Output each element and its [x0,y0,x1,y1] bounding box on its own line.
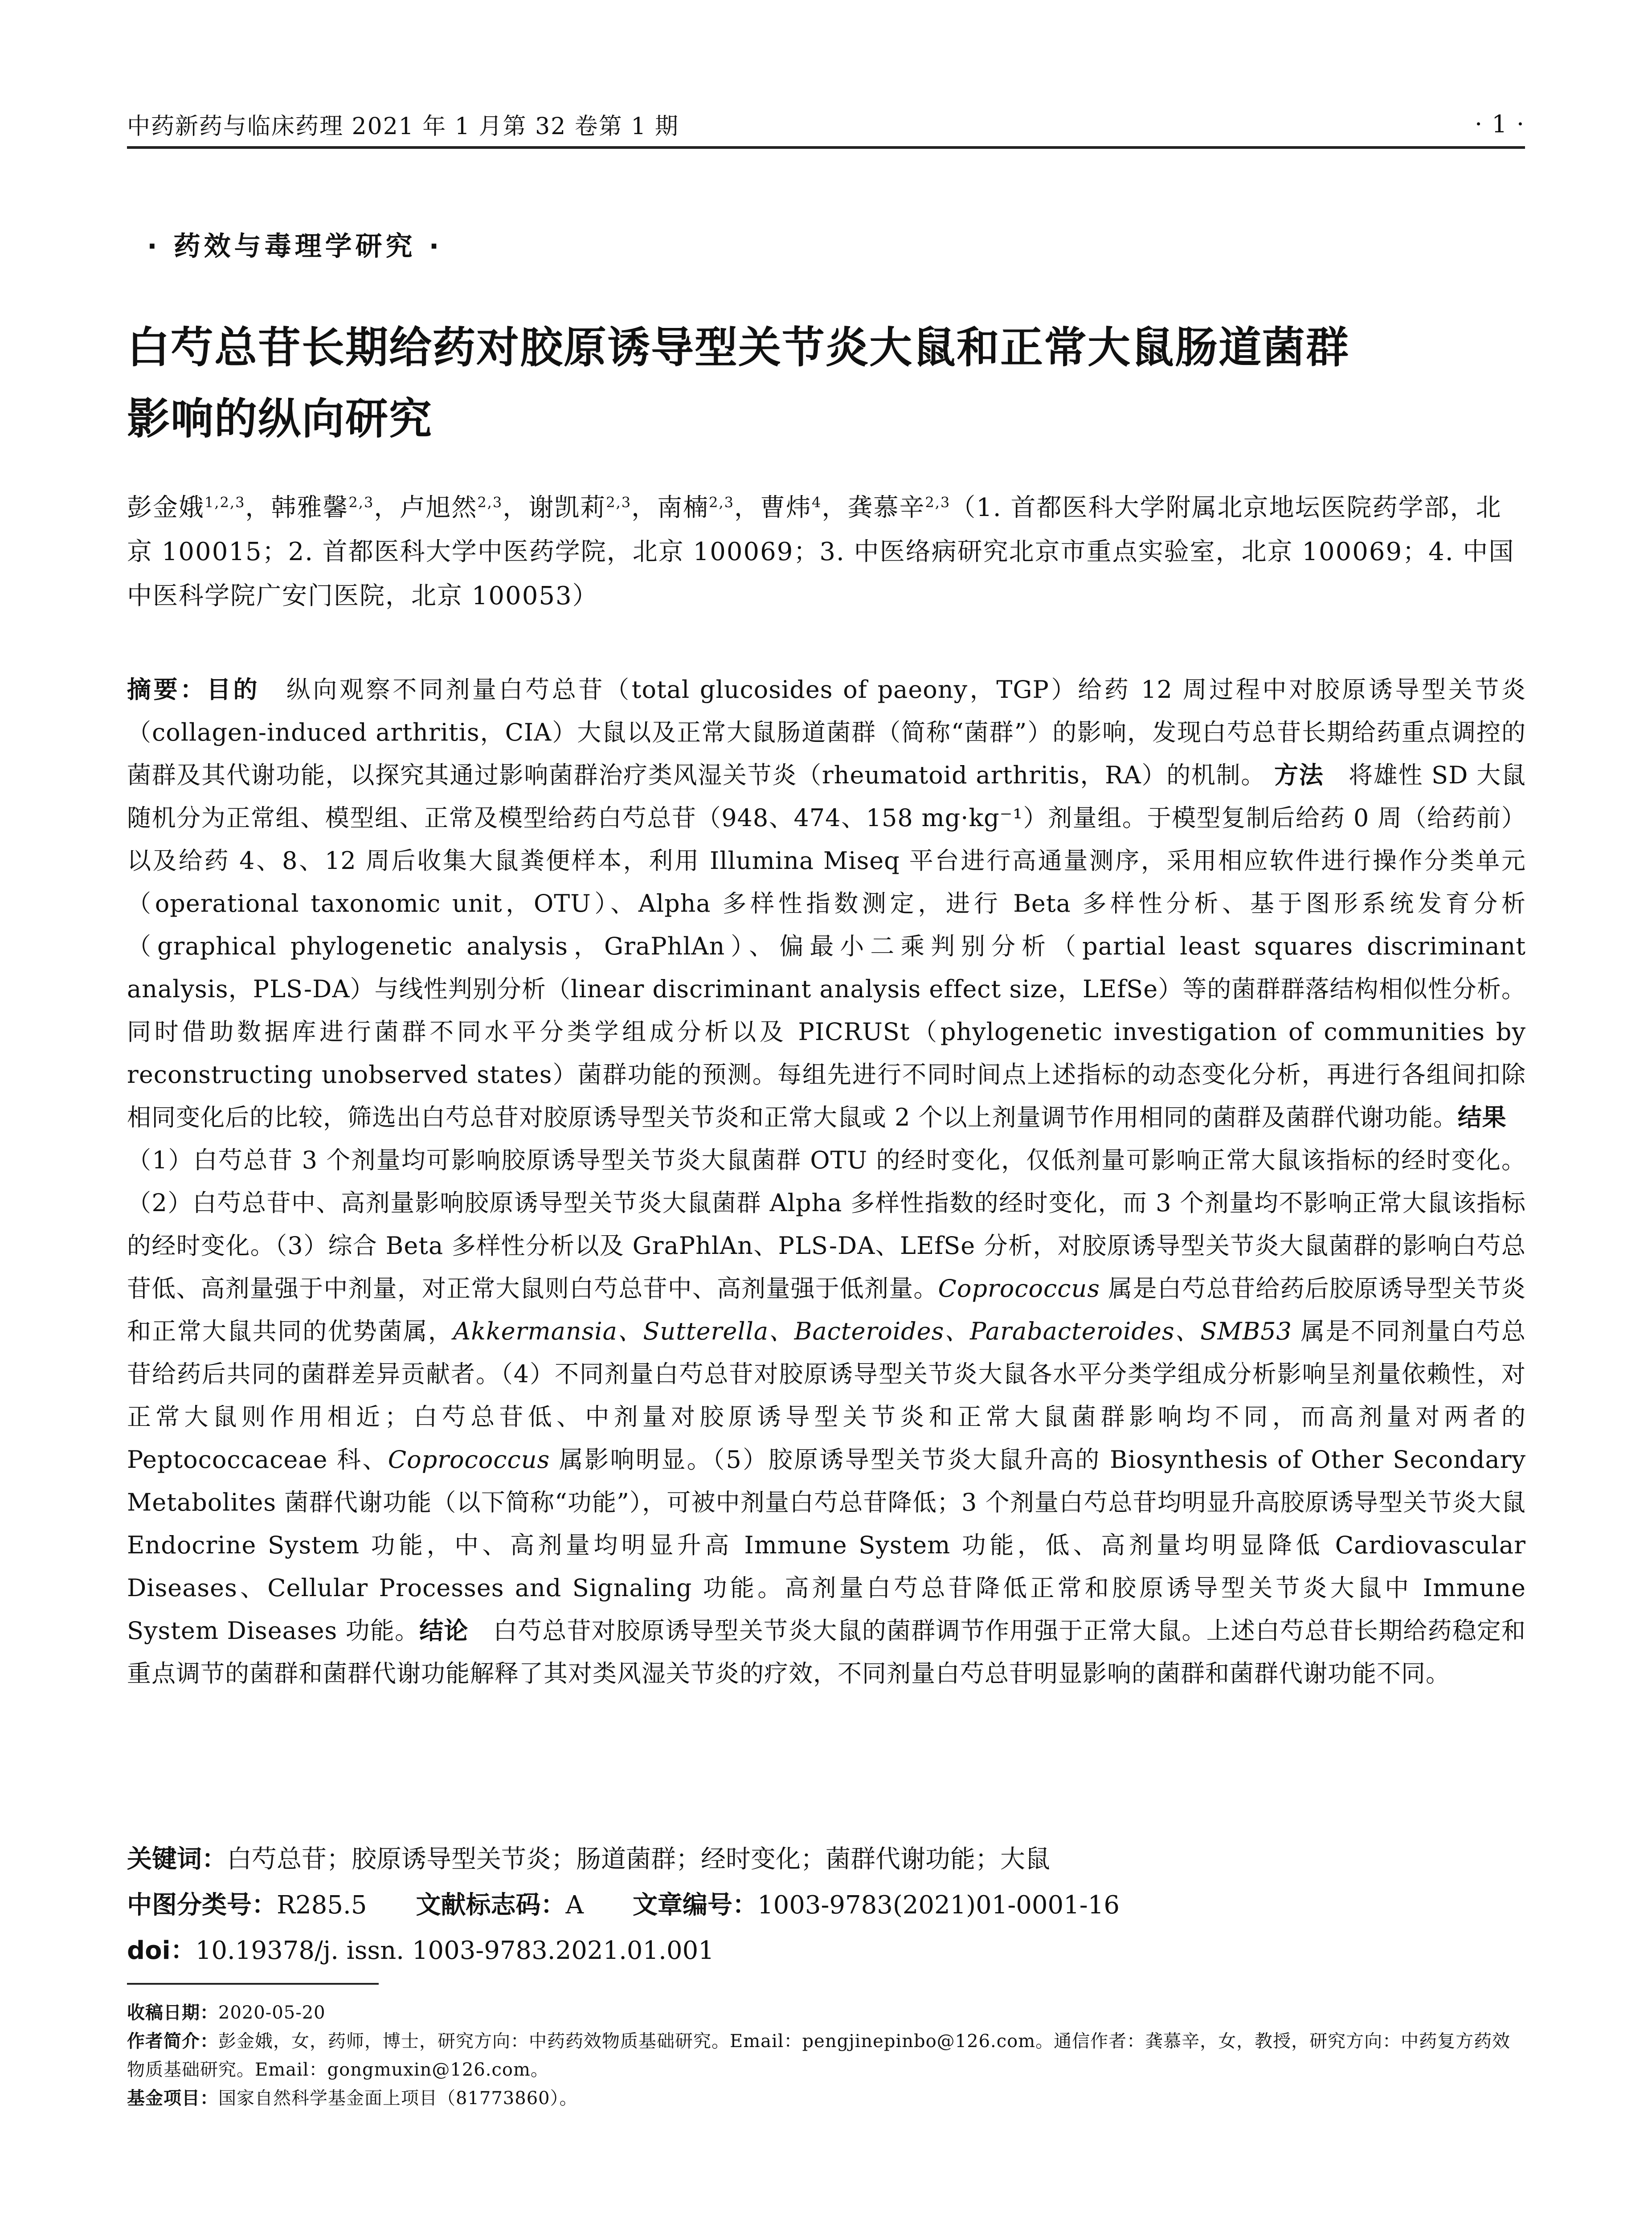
objective-text: 纵向观察不同剂量白芍总苷（total glucosides of paeony，TGP）给药 12 周过程中对胶原诱导型关节炎（collagen-induced arthritis，CIA）大鼠以及正常大鼠肠道菌群（简称“菌群”）的影响，发现白芍总苷长期给药重点调控的菌群及其代谢功能，以探究其通过影响菌群治疗类风湿关节炎（rheumatoid arthritis，RA）的机制。 [127,676,1526,789]
author-name: 龚慕辛 [847,493,925,522]
keywords-label: 关键词： [127,1845,227,1874]
author-affiliation-mark: 2,3 [925,494,951,511]
clc-label: 中图分类号： [127,1891,277,1920]
results-text-2: 属是白芍总苷给药后胶原诱导型关节炎和正常大鼠共同的优势菌属， [127,1274,1526,1345]
doi-value: 10.19378/j. issn. 1003-9783.2021.01.001 [195,1936,714,1965]
conclusion-text: 白芍总苷对胶原诱导型关节炎大鼠的菌群调节作用强于正常大鼠。上述白芍总苷长期给药稳定和重点调节的菌群和菌群代谢功能解释了其对类风湿关节炎的疗效，不同剂量白芍总苷明显影响的菌群和菌群代谢功能不同。 [127,1617,1526,1687]
doi-line [127,1929,1526,1972]
genus-list: Akkermansia、Sutterella、Bacteroides、Parabacteroides、SMB53 [453,1317,1292,1345]
author-affiliation-mark: 1,2,3 [204,494,245,511]
objective-label: 目的 [206,676,260,704]
author-name: 彭金娥 [127,493,204,522]
author-block [127,486,1526,618]
title-line-2: 影响的纵向研究 [127,394,433,444]
article-number-value: 1003-9783(2021)01-0001-16 [757,1891,1120,1920]
footnotes [127,1999,1526,2113]
conclusion-label: 结论 [419,1617,469,1645]
classification-line [127,1884,1526,1927]
author-name: 南楠 [657,493,709,522]
running-header [127,102,1525,149]
genus-name: Coprococcus [938,1274,1100,1302]
methods-label: 方法 [1274,761,1324,789]
funding: 基金项目：国家自然科学基金面上项目（81773860）。 [127,2088,578,2109]
footnote-divider [127,1983,379,1985]
doc-code-value: A [565,1891,584,1920]
article-title [127,312,1526,455]
doc-code-label: 文献标志码： [416,1891,566,1920]
author-bio: 作者简介：彭金娥，女，药师，博士，研究方向：中药药效物质基础研究。Email：pengjinepinbo@126.com。通信作者：龚慕辛，女，教授，研究方向：中药复方药效物质基础研究。Email：gongmuxin@126.com。 [127,2031,1511,2080]
keywords-text: 白芍总苷；胶原诱导型关节炎；肠道菌群；经时变化；菌群代谢功能；大鼠 [227,1845,1050,1874]
doi-label: doi： [127,1936,196,1965]
author-list: 彭金娥$^{1,2,3}$，韩雅馨$^{2,3}$，卢旭然$^{2,3}$，谢凯莉$^{2,3}$，南楠$^{2,3}$，曹炜$^4$，龚慕辛$^{2,3}$ [127,493,951,522]
author-affiliation-mark: 2,3 [606,494,632,511]
author-affiliation-mark: 4 [811,494,822,511]
results-text-1: （1）白芍总苷 3 个剂量均可影响胶原诱导型关节炎大鼠菌群 OTU 的经时变化，仅低剂量可影响正常大鼠该指标的经时变化。（2）白芍总苷中、高剂量影响胶原诱导型关节炎大鼠菌群 Alpha 多样性指数的经时变化，而 3 个剂量均不影响正常大鼠该指标的经时变化。（3）综合 Beta 多样性分析以及 GraPhlAn、PLS-DA、LEfSe 分析，对胶原诱导型关节炎大鼠菌群的影响白芍总苷低、高剂量强于中剂量，对正常大鼠则白芍总苷中、高剂量强于低剂量。 [127,1103,1531,1302]
author-affiliation-mark: 2,3 [477,494,503,511]
author-name: 谢凯莉 [528,493,606,522]
author-affiliation-mark: 2,3 [348,494,374,511]
abstract-label: 摘要： [127,676,207,704]
clc-value: R285.5 [277,1891,367,1920]
journal-info: 中药新药与临床药理 2021 年 1 月第 32 卷第 1 期 [127,113,679,140]
results-label: 结果 [1457,1103,1507,1131]
article-number-label: 文章编号： [632,1891,757,1920]
results-text-3: 属是不同剂量白芍总苷给药后共同的菌群差异贡献者。（4）不同剂量白芍总苷对胶原诱导型关节炎大鼠各水平分类学组成分析影响呈剂量依赖性，对正常大鼠则作用相近；白芍总苷低、中剂量对胶原诱导型关节炎和正常大鼠菌群影响均不同，而高剂量对两者的 Peptococcaceae 科、 [127,1317,1526,1474]
author-name: 韩雅馨 [271,493,349,522]
author-name: 曹炜 [760,493,812,522]
abstract [127,668,1531,1695]
results-text-4: 属影响明显。（5）胶原诱导型关节炎大鼠升高的 Biosynthesis of Other Secondary Metabolites 菌群代谢功能（以下简称“功能”），可被中剂量白芍总苷降低；3 个剂量白芍总苷均明显升高胶原诱导型关节炎大鼠 Endocrine System 功能，中、高剂量均明显升高 Immune System 功能，低、高剂量均明显降低 Cardiovascular Diseases、Cellular Processes and Signaling 功能。高剂量白芍总苷降低正常和胶原诱导型关节炎大鼠中 Immune System Diseases 功能。 [127,1446,1526,1645]
methods-text: 将雄性 SD 大鼠随机分为正常组、模型组、正常及模型给药白芍总苷（948、474、158 mg·kg⁻¹）剂量组。于模型复制后给药 0 周（给药前）以及给药 4、8、12 周后收集大鼠粪便样本，利用 Illumina Miseq 平台进行高通量测序，采用相应软件进行操作分类单元（operational taxonomic unit，OTU）、Alpha 多样性指数测定，进行 Beta 多样性分析、基于图形系统发育分析（graphical phylogenetic analysis，GraPhlAn）、偏最小二乘判别分析（partial least squares discriminant analysis，PLS-DA）与线性判别分析（linear discriminant analysis effect size，LEfSe）等的菌群群落结构相似性分析。同时借助数据库进行菌群不同水平分类学组成分析以及 PICRUSt（phylogenetic investigation of communities by reconstructing unobserved states）菌群功能的预测。每组先进行不同时间点上述指标的动态变化分析，再进行各组间扣除相同变化后的比较，筛选出白芍总苷对胶原诱导型关节炎和正常大鼠或 2 个以上剂量调节作用相同的菌群及菌群代谢功能。 [127,761,1526,1131]
page-number: · 1 · [1474,110,1525,138]
affiliations: （1. 首都医科大学附属北京地坛医院药学部，北京 100015；2. 首都医科大学中医药学院，北京 100069；3. 中医络病研究北京市重点实验室，北京 100069；4. 中国中医科学院广安门医院，北京 100053） [127,493,1515,610]
author-name: 卢旭然 [400,493,478,522]
title-line-1: 白芍总苷长期给药对胶原诱导型关节炎大鼠和正常大鼠肠道菌群 [127,323,1349,373]
received-date: 收稿日期：2020-05-20 [127,2003,326,2023]
genus-name: Coprococcus [388,1446,550,1474]
keywords [127,1838,1526,1881]
section-tag: · 药效与毒理学研究 · [147,231,443,262]
author-affiliation-mark: 2,3 [709,494,734,511]
